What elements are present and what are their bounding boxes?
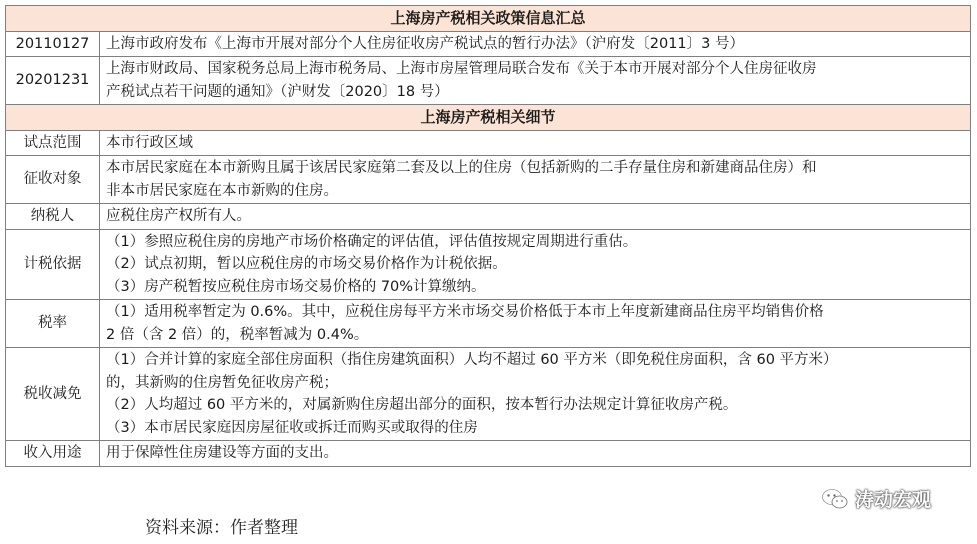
policy-text-line: 上海市政府发布《上海市开展对部分个人住房征收房产税试点的暂行办法》（沪府发〔2011〕3 号） <box>106 35 744 52</box>
detail-content <box>100 441 971 467</box>
wechat-icon <box>821 487 849 511</box>
detail-text-line: （1）参照应税住房的房地产市场价格确定的评估值，评估值按规定周期进行重估。 <box>106 233 638 250</box>
detail-label: 纳税人 <box>6 204 100 230</box>
detail-content <box>100 130 971 156</box>
policy-row <box>6 57 971 105</box>
detail-content <box>100 156 971 204</box>
detail-text-line: （3）本市居民家庭因房屋征收或拆迁而购买或取得的住房 <box>106 419 478 436</box>
watermark <box>821 485 931 512</box>
section-header-row <box>6 105 971 131</box>
detail-label: 试点范围 <box>6 130 100 156</box>
policy-date: 20110127 <box>6 31 100 57</box>
detail-text-line: 用于保障性住房建设等方面的支出。 <box>106 445 338 461</box>
detail-label: 征收对象 <box>6 156 100 204</box>
policy-date: 20201231 <box>6 57 100 105</box>
policy-table <box>5 5 971 467</box>
detail-row-exemption <box>6 348 971 441</box>
policy-text-line: 产税试点若干问题的通知》（沪财发〔2020〕18 号） <box>106 83 449 100</box>
detail-row-scope <box>6 130 971 156</box>
detail-text-line: 非本市居民家庭在本市新购的住房。 <box>106 182 338 199</box>
detail-row-target <box>6 156 971 204</box>
detail-content <box>100 229 971 300</box>
detail-row-usage <box>6 441 971 467</box>
watermark-text: 涛动宏观 <box>855 489 932 511</box>
detail-text-line: 2 倍（含 2 倍）的，税率暂减为 0.4%。 <box>106 326 369 343</box>
detail-label: 税率 <box>6 300 100 348</box>
detail-text-line: 的，其新购的住房暂免征收房产税； <box>106 374 338 391</box>
detail-text-line: 本市居民家庭在本市新购且属于该居民家庭第二套及以上的住房（包括新购的二手存量住房和新建商品住房）和 <box>106 160 817 176</box>
detail-content <box>100 300 971 348</box>
detail-text-line: （2）人均超过 60 平方米的，对属新购住房超出部分的面积，按本暂行办法规定计算征收房产税。 <box>106 397 738 413</box>
detail-text-line: 应税住房产权所有人。 <box>106 208 251 224</box>
detail-label: 税收减免 <box>6 348 100 441</box>
detail-text-line: （3）房产税暂按应税住房市场交易价格的 70%计算缴纳。 <box>106 278 486 295</box>
detail-text-line: （1）适用税率暂定为 0.6%。其中，应税住房每平方米市场交易价格低于本市上年度新建商品住房平均销售价格 <box>106 304 824 320</box>
policy-text-line: 上海市财政局、国家税务总局上海市税务局、上海市房屋管理局联合发布《关于本市开展对部分个人住房征收房 <box>106 61 817 77</box>
detail-row-taxpayer <box>6 204 971 230</box>
detail-row-rate <box>6 300 971 348</box>
detail-text-line: （2）试点初期，暂以应税住房的市场交易价格作为计税依据。 <box>106 256 507 272</box>
policy-content <box>100 57 971 105</box>
section-title-details: 上海房产税相关细节 <box>6 105 971 131</box>
source-note: 资料来源：作者整理 <box>145 518 298 538</box>
detail-text-line: （1）合并计算的家庭全部住房面积（指住房建筑面积）人均不超过 60 平方米（即免税住房面积，含 60 平方米） <box>106 352 838 368</box>
detail-label: 收入用途 <box>6 441 100 467</box>
detail-text-line: 本市行政区域 <box>106 134 193 151</box>
detail-label: 计税依据 <box>6 229 100 300</box>
section-header-row <box>6 6 971 32</box>
section-title-policies: 上海房产税相关政策信息汇总 <box>6 6 971 32</box>
detail-row-basis <box>6 229 971 300</box>
policy-content <box>100 31 971 57</box>
detail-content <box>100 204 971 230</box>
policy-row <box>6 31 971 57</box>
detail-content <box>100 348 971 441</box>
